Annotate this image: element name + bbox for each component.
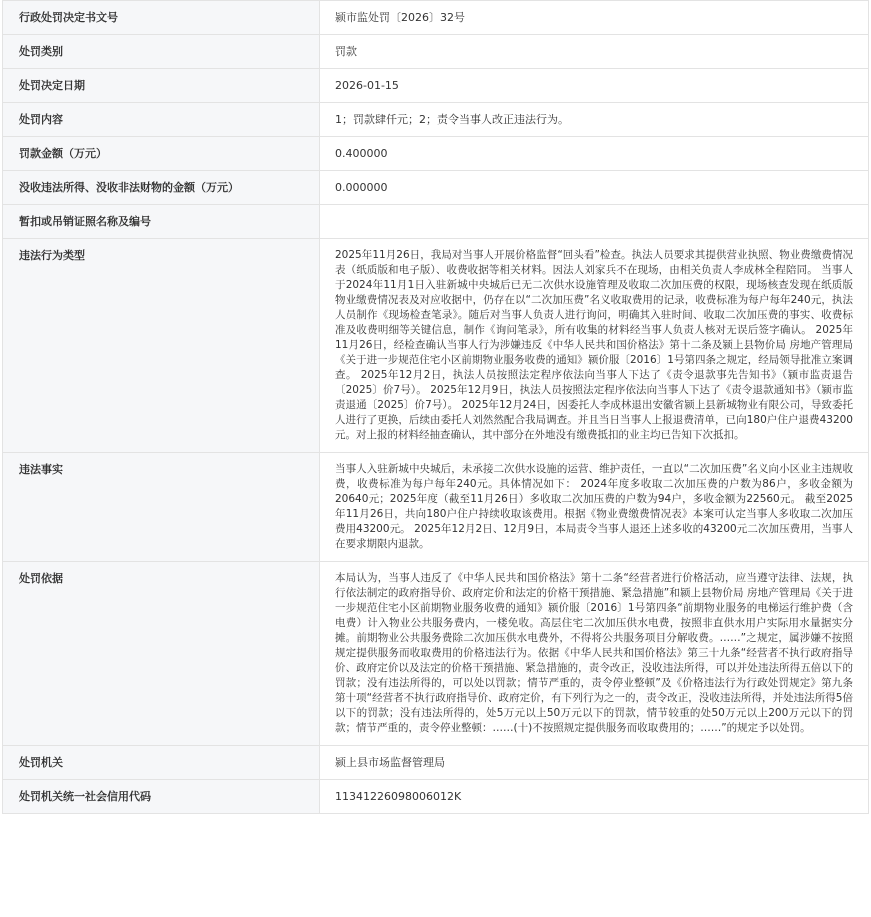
- table-row: [3, 562, 869, 746]
- table-row: [3, 746, 869, 780]
- table-row: [3, 1, 869, 35]
- row-label-license-suspension: 暂扣或吊销证照名称及编号: [3, 205, 320, 239]
- penalty-info-table: [2, 0, 869, 814]
- row-value-decision-date: 2026-01-15: [320, 69, 869, 103]
- table-row: [3, 69, 869, 103]
- row-value-penalty-category: 罚款: [320, 35, 869, 69]
- row-value-legal-basis: 本局认为，当事人违反了《中华人民共和国价格法》第十二条“经营者进行价格活动，应当遵守法律、法规，执行依法制定的政府指导价、政府定价和法定的价格干预措施、紧急措施”和颍上县物价局 房地产管理局《关于进一步规范住宅小区前期物业服务收费的通知》颍价服〔2016〕1号第四条“前期物业服务的电梯运行维护费（含电费）计入物业公共服务费内，一楼免收。高层住宅二次加压供水电费，按照非直供水用户实际用水量据实分摊。前期物业公共服务费除二次加压供水电费外，不得将公共服务项目分解收费。……”之规定，属涉嫌不按照规定提供服务而收取费用的价格违法行为。依据《中华人民共和国价格法》第三十九条“经营者不执行政府指导价、政府定价以及法定的价格干预措施、紧急措施的，责令改正，没收违法所得，可以并处违法所得五倍以下的罚款；没有违法所得的，可以处以罚款；情节严重的，责令停业整顿”及《价格违法行为行政处罚规定》第九条第十项“经营者不执行政府指导价、政府定价，有下列行为之一的，责令改正，没收违法所得，并处违法所得5倍以下的罚款；没有违法所得的，处5万元以上50万元以下的罚款，情节较重的处50万元以上200万元以下的罚款；情节严重的，责令停业整顿：……(十)不按照规定提供服务而收取费用的；……”的规定予以处罚。: [320, 562, 869, 746]
- row-label-fine-amount: 罚款金额（万元）: [3, 137, 320, 171]
- row-value-license-suspension: [320, 205, 869, 239]
- row-label-legal-basis: 处罚依据: [3, 562, 320, 746]
- row-value-fine-amount: 0.400000: [320, 137, 869, 171]
- row-label-confiscation-amount: 没收违法所得、没收非法财物的金额（万元）: [3, 171, 320, 205]
- table-row: [3, 239, 869, 453]
- table-row: [3, 103, 869, 137]
- row-label-violation-type: 违法行为类型: [3, 239, 320, 453]
- row-value-penalty-authority: 颍上县市场监督管理局: [320, 746, 869, 780]
- row-label-decision-date: 处罚决定日期: [3, 69, 320, 103]
- row-value-decision-number: 颍市监处罚〔2026〕32号: [320, 1, 869, 35]
- row-value-penalty-content: 1；罚款肆仟元；2；责令当事人改正违法行为。: [320, 103, 869, 137]
- row-label-credit-code: 处罚机关统一社会信用代码: [3, 780, 320, 814]
- table-row: [3, 205, 869, 239]
- row-label-decision-number: 行政处罚决定书文号: [3, 1, 320, 35]
- row-value-violation-type: 2025年11月26日，我局对当事人开展价格监督“回头看”检查。执法人员要求其提供营业执照、物业费缴费情况表（纸质版和电子版）、收费收据等相关材料。因法人刘家兵不在现场，由相关负责人李成林全程陪同。 当事人于2024年11月1日入驻新城中央城后已无二次供水设施管理及收取二次加压费的权限，现场核查发现在纸质版物业缴费情况表及对应收据中，仍存在以“二次加压费”名义收取费用的记录，收费标准为每户每年240元，执法人员制作《现场检查笔录》。随后对当事人负责人进行询问，明确其入驻时间、收取二次加压费的事实、收费标准及收费明细等关键信息，制作《询问笔录》，所有收集的材料经当事人负责人核对无误后签字确认。 2025年11月26日，经检查确认当事人行为涉嫌违反《中华人民共和国价格法》第十二条及颍上县物价局 房地产管理局《关于进一步规范住宅小区前期物业服务收费的通知》颍价服〔2016〕1号第四条之规定，经局领导批准立案调查。 2025年12月2日，执法人员按照法定程序依法向当事人下达了《责令退款事先告知书》（颍市监责退告〔2025〕价7号）。 2025年12月9日，执法人员按照法定程序依法向当事人下达了《责令退款通知书》（颍市监责退通〔2025〕价7号）。 2025年12月24日，因委托人李成林退出安徽省颍上县新城物业有限公司，导致委托人进行了更换，后续由委托人刘然然配合我局调查。并且当日当事人上报退费清单，已向180户住户退费43200元。对上报的材料经抽查确认，其中部分在外地没有缴费抵扣的业主均已告知下次抵扣。: [320, 239, 869, 453]
- row-label-penalty-authority: 处罚机关: [3, 746, 320, 780]
- row-value-credit-code: 11341226098006012K: [320, 780, 869, 814]
- row-label-violation-facts: 违法事实: [3, 453, 320, 562]
- table-row: [3, 780, 869, 814]
- row-label-penalty-category: 处罚类别: [3, 35, 320, 69]
- table-row: [3, 453, 869, 562]
- row-value-confiscation-amount: 0.000000: [320, 171, 869, 205]
- row-label-penalty-content: 处罚内容: [3, 103, 320, 137]
- table-row: [3, 35, 869, 69]
- row-value-violation-facts: 当事人入驻新城中央城后，未承接二次供水设施的运营、维护责任，一直以“二次加压费”名义向小区业主违规收费，收费标准为每户每年240元。具体情况如下： 2024年度多收取二次加压费的户数为86户，多收金额为20640元；2025年度（截至11月26日）多收取二次加压费的户数为94户，多收金额为22560元。 截至2025年11月26日，共向180户住户持续收取该费用。根据《物业费缴费情况表》本案可认定当事人多收取二次加压费用43200元。 2025年12月2日、12月9日，本局责令当事人退还上述多收的43200元二次加压费用，当事人在要求期限内退款。: [320, 453, 869, 562]
- table-row: [3, 171, 869, 205]
- table-row: [3, 137, 869, 171]
